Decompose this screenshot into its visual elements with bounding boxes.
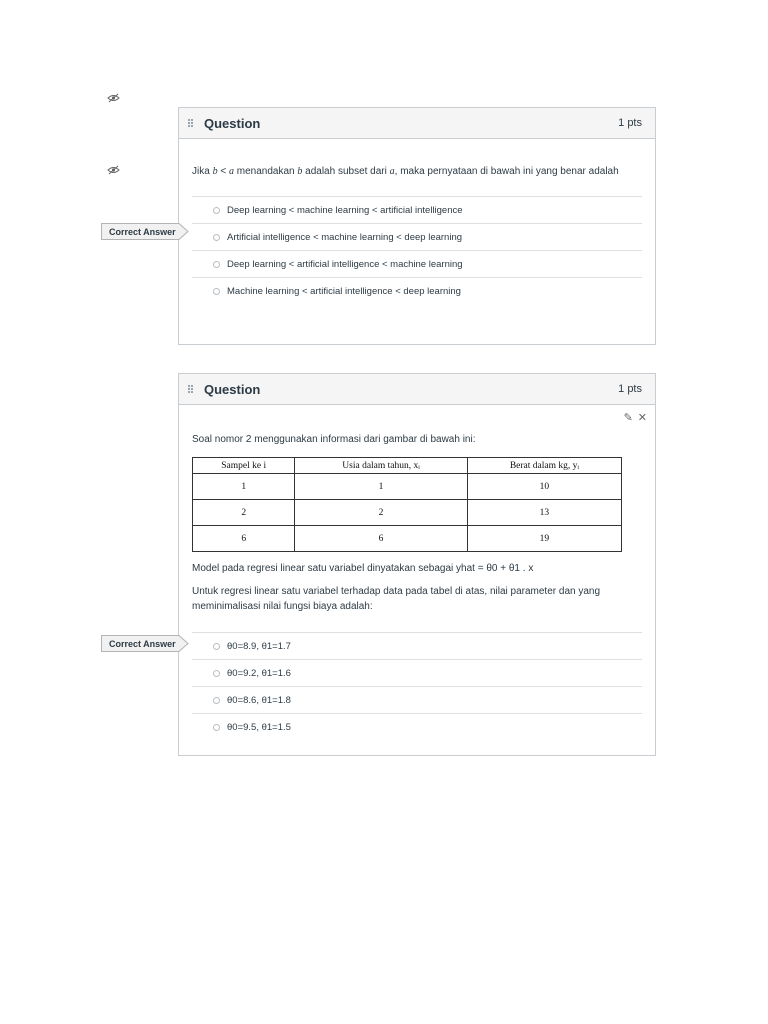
answer-list	[192, 632, 642, 741]
radio-button[interactable]	[213, 697, 220, 704]
question-title: Question	[204, 381, 261, 397]
question-card-2	[178, 373, 656, 756]
question-text: Jika b < a menandakan b adalah subset dari a, maka pernyataan di bawah ini yang benar adalah	[192, 166, 619, 177]
answer-option[interactable]: Machine learning < artificial intelligence < deep learning	[192, 278, 642, 305]
radio-button[interactable]	[213, 207, 220, 214]
close-icon[interactable]: ✕	[637, 412, 647, 424]
answer-option[interactable]: θ0=8.6, θ1=1.8	[192, 687, 642, 714]
table-header: Berat dalam kg, yᵢ	[467, 458, 621, 474]
radio-button[interactable]	[213, 643, 220, 650]
correct-answer-badge: Correct Answer	[101, 223, 187, 240]
answer-option[interactable]: θ0=9.2, θ1=1.6	[192, 660, 642, 687]
table-header: Usia dalam tahun, xᵢ	[295, 458, 467, 474]
hidden-eye-icon	[107, 93, 121, 103]
question-points: 1 pts	[618, 383, 642, 395]
correct-answer-badge: Correct Answer	[101, 635, 187, 652]
question-card-1	[178, 107, 656, 345]
answer-option[interactable]: θ0=9.5, θ1=1.5	[192, 714, 642, 741]
question-header	[179, 108, 655, 139]
model-text: Model pada regresi linear satu variabel dinyatakan sebagai yhat = θ0 + θ1 . x	[192, 563, 534, 574]
radio-button[interactable]	[213, 670, 220, 677]
drag-handle-icon[interactable]	[188, 117, 194, 129]
question-points: 1 pts	[618, 117, 642, 129]
pencil-icon[interactable]: ✎	[623, 412, 633, 424]
table-header: Sampel ke i	[193, 458, 295, 474]
radio-button[interactable]	[213, 234, 220, 241]
question-header	[179, 374, 655, 405]
answer-option[interactable]: Deep learning < machine learning < artificial intelligence	[192, 197, 642, 224]
question-title: Question	[204, 115, 261, 131]
drag-handle-icon[interactable]	[188, 383, 194, 395]
radio-button[interactable]	[213, 261, 220, 268]
hidden-eye-icon	[107, 165, 121, 175]
data-table	[192, 457, 622, 552]
answer-list	[192, 196, 642, 305]
question-text: Untuk regresi linear satu variabel terhadap data pada tabel di atas, nilai parameter dan yang meminimalisasi nilai fungsi biaya adalah:	[192, 586, 601, 612]
radio-button[interactable]	[213, 288, 220, 295]
table-row: 6 6 19	[193, 526, 622, 552]
table-row: 1 1 10	[193, 474, 622, 500]
answer-option[interactable]: θ0=8.9, θ1=1.7	[192, 633, 642, 660]
radio-button[interactable]	[213, 724, 220, 731]
question-intro: Soal nomor 2 menggunakan informasi dari gambar di bawah ini:	[192, 434, 476, 445]
answer-option[interactable]: Artificial intelligence < machine learning < deep learning	[192, 224, 642, 251]
tool-icons	[624, 411, 647, 424]
answer-option[interactable]: Deep learning < artificial intelligence < machine learning	[192, 251, 642, 278]
table-row: 2 2 13	[193, 500, 622, 526]
